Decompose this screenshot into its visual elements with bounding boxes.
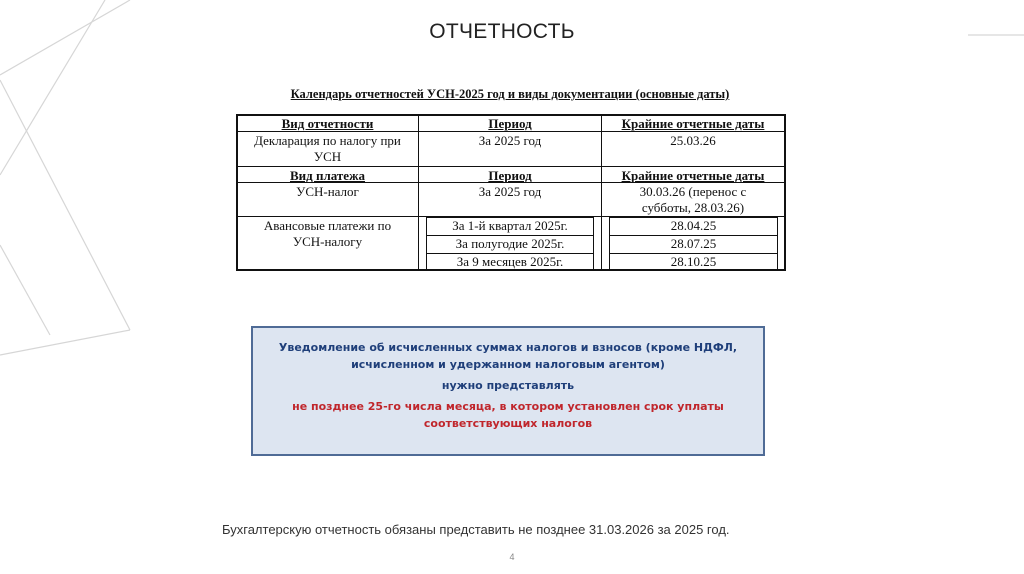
header-period: Период [488,116,532,131]
column-separator [601,216,602,270]
cell-line: субботы, 28.03.26) [641,200,745,215]
advance-date: 28.04.25 [610,218,777,236]
cell-line: 30.03.26 (перенос с [639,184,747,199]
notice-text: Уведомление об исчисленных суммах налогов и взносов (кроме НДФЛ, [278,341,738,354]
header-report-type: Вид отчетности [281,116,374,131]
page-number: 4 [509,552,515,562]
table-cell-period: За 2025 год [478,133,542,148]
table-cell-deadline: 25.03.26 [670,133,716,148]
header-period: Период [488,168,532,183]
advance-period: За 9 месяцев 2025г. [456,254,564,269]
deco-line [0,80,130,330]
header-deadline: Крайние отчетные даты [621,168,765,183]
cell-line: УСН-налогу [292,234,363,249]
advance-date: 28.10.25 [670,254,717,269]
cell-line: Авансовые платежи по [263,218,392,233]
cell-line: Декларация по налогу при [254,133,401,148]
table-caption: Календарь отчетностей УСН-2025 год и виды документации (основные даты) [290,87,730,101]
advance-dates-box [609,217,778,270]
header-payment-type: Вид платежа [289,168,366,183]
advance-period: За 1-й квартал 2025г. [427,218,593,236]
table-border [784,114,786,270]
deco-line [0,330,130,355]
notice-box [251,326,765,456]
notice-text: нужно представлять [441,379,575,392]
table-cell-payment-type [237,217,418,269]
notice-text: исчисленном и удержанном налоговым агентом) [351,358,665,371]
cell-line: УСН [313,149,342,164]
notice-emphasis: не позднее 25-го числа месяца, в котором установлен срок уплаты [292,400,724,413]
slide-title: ОТЧЕТНОСТЬ [429,20,575,43]
deco-line [0,245,50,335]
header-deadline: Крайние отчетные даты [621,116,765,131]
advance-period: За полугодие 2025г. [427,236,593,254]
table-cell-payment-type: УСН-налог [296,184,359,199]
notice-emphasis: соответствующих налогов [423,417,593,430]
table-cell-period: За 2025 год [478,184,542,199]
column-separator [418,216,419,270]
advance-periods-box [426,217,594,270]
table-cell-report-type [237,132,418,166]
table-cell-deadline [602,183,784,216]
footer-note: Бухгалтерскую отчетность обязаны представить не позднее 31.03.2026 за 2025 год. [222,522,730,537]
advance-date: 28.07.25 [610,236,777,254]
